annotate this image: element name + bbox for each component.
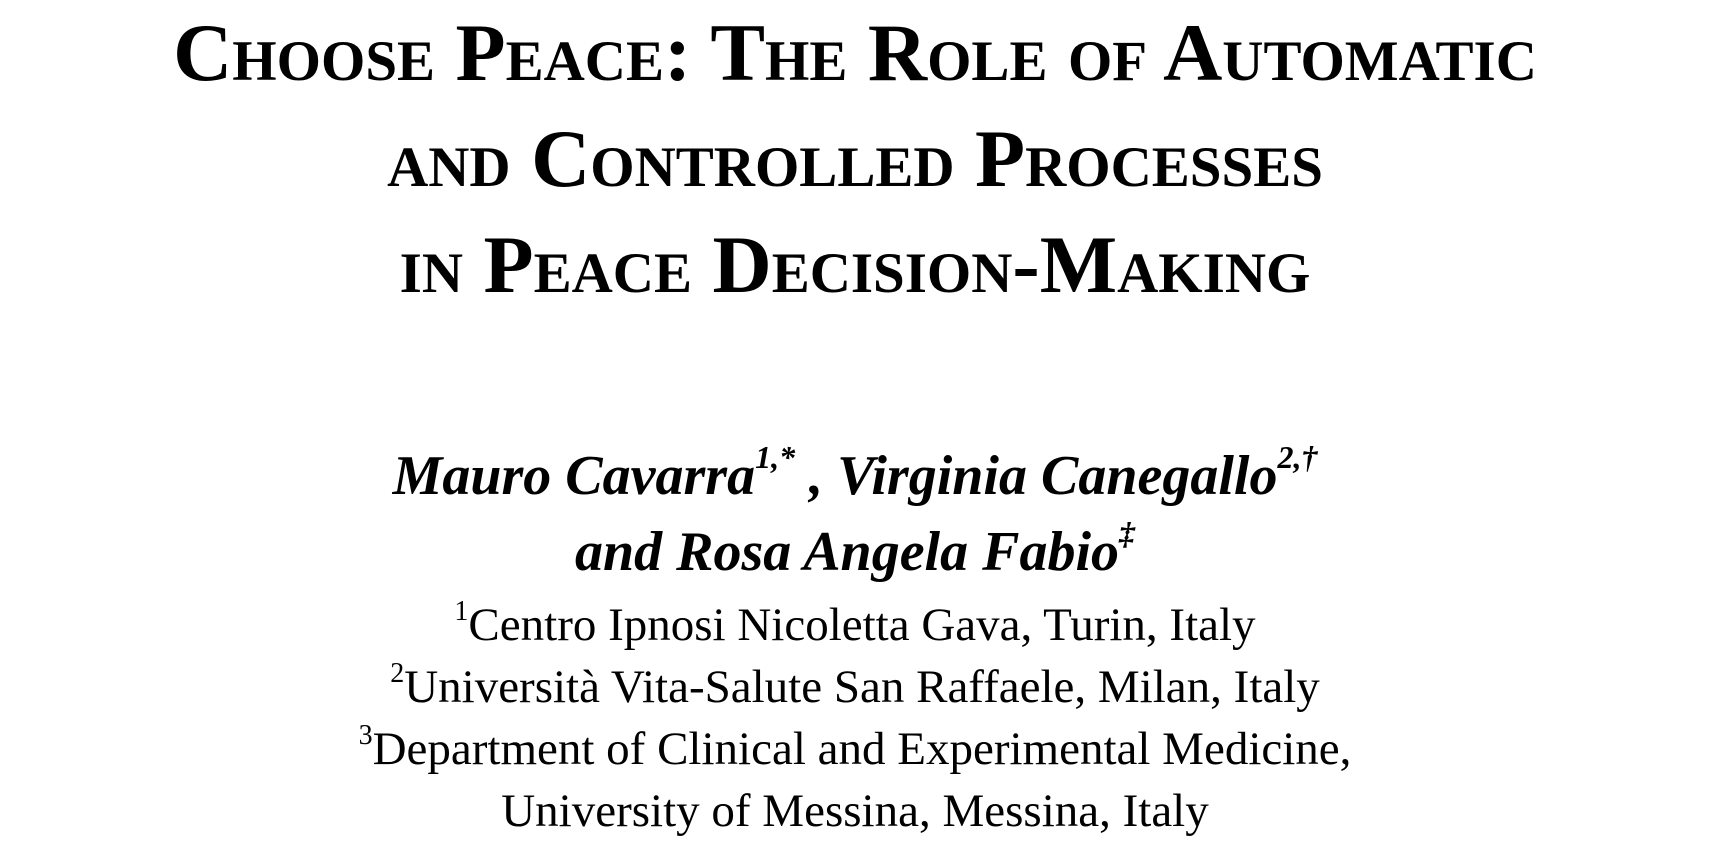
author-name: Virginia Canegallo xyxy=(837,445,1278,507)
affiliation xyxy=(0,718,1710,780)
affiliation-text: Department of Clinical and Experimental Medicine, xyxy=(372,723,1352,775)
title-line: and Controlled Processes xyxy=(387,113,1323,204)
affiliation xyxy=(0,594,1710,656)
affiliation-text: University of Messina, Messina, Italy xyxy=(501,785,1209,837)
author-name: Mauro Cavarra xyxy=(392,445,756,507)
affiliation-list xyxy=(0,594,1710,842)
author-conjunction: and xyxy=(574,521,677,583)
author-line xyxy=(0,438,1710,514)
affiliation-mark: 2 xyxy=(390,658,405,689)
author-affiliation-mark: 2,† xyxy=(1277,439,1318,475)
title-line: Choose Peace: The Role of Automatic xyxy=(173,7,1537,98)
author-name: Rosa Angela Fabio xyxy=(676,521,1120,583)
affiliation xyxy=(0,656,1710,718)
affiliation-text: Centro Ipnosi Nicoletta Gava, Turin, Italy xyxy=(468,599,1256,651)
paper-title xyxy=(0,0,1710,318)
affiliation-mark: 1 xyxy=(454,596,469,627)
author-affiliation-mark: ‡ xyxy=(1119,515,1136,551)
affiliation-mark: 3 xyxy=(358,720,373,751)
title-line: in Peace Decision-Making xyxy=(399,219,1311,310)
affiliation-text: Università Vita-Salute San Raffaele, Milan, Italy xyxy=(404,661,1320,713)
author-line xyxy=(0,514,1710,590)
author-list xyxy=(0,438,1710,590)
affiliation xyxy=(0,780,1710,842)
author-separator: , xyxy=(795,445,838,507)
author-affiliation-mark: 1,* xyxy=(755,439,796,475)
